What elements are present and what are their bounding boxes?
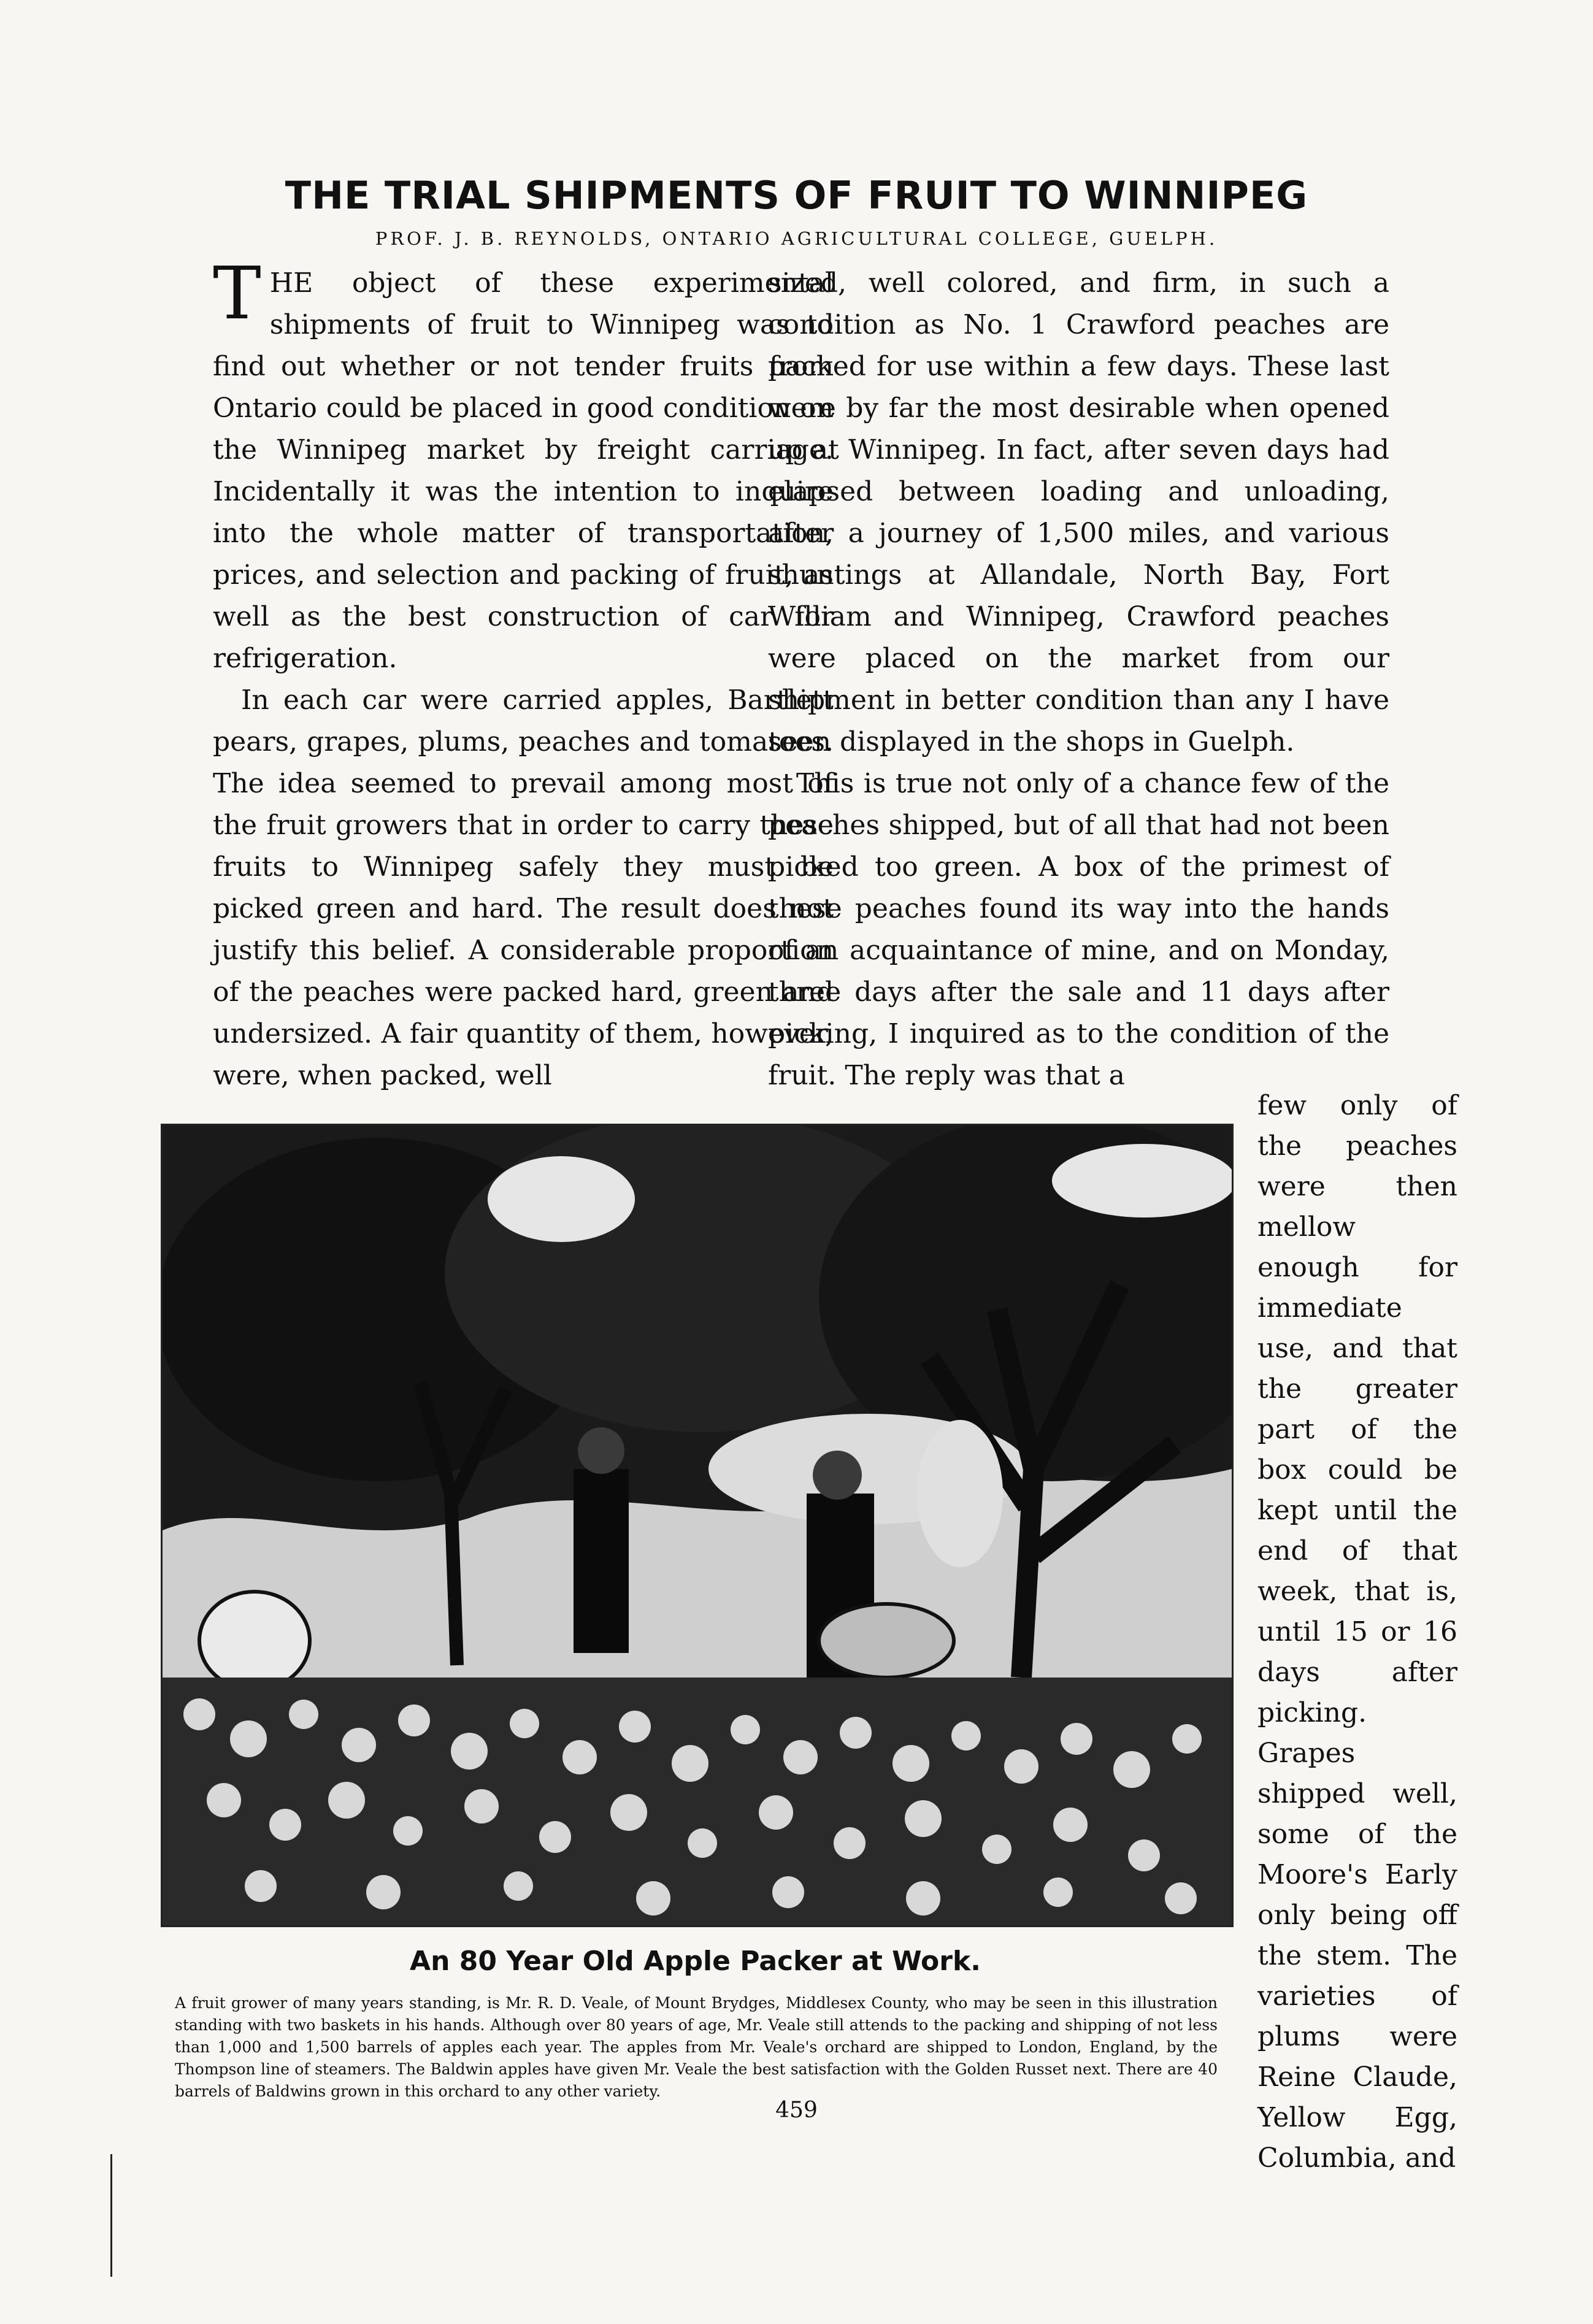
paragraph-5: few only of the peaches were then mellow enough for immediate use, and that the greater part of the box could be kept until the end of that week, that is, until 15 or 16 days after picking. Grapes shipped well, some of the Moore's Early only being off the stem. The varieties of plums were Reine Claude, Yellow Egg, Columbia, and — [1257, 1090, 1457, 2174]
paragraph-1-text: HE object of these experimental shipments of fruit to Winnipeg was to find out whether or not tender fruits from Ontario could be placed in good condition on the Winnipeg market by freight carriage. Incidentally it was the intention to inquire into the whole matter of transportation, prices, and selection and packing of fruit, as well as the best construction of car for refrigeration. — [213, 267, 834, 674]
paragraph-1 — [213, 251, 834, 680]
left-column — [213, 251, 834, 1097]
article-byline: PROF. J. B. REYNOLDS, ONTARIO AGRICULTURAL COLLEGE, GUELPH. — [375, 228, 1218, 249]
right-column — [768, 263, 1389, 1097]
scan-edge-mark — [110, 2154, 112, 2277]
paragraph-3: sized, well colored, and firm, in such a condition as No. 1 Crawford peaches are packed for use within a few days. These last were by far the most desirable when opened up at Winnipeg. In fact, after seven days had elapsed between loading and unloading, after a journey of 1,500 miles, and various shuntings at Allandale, North Bay, Fort William and Winnipeg, Crawford peaches were placed on the market from our shipment in better condition than any I have seen displayed in the shops in Guelph. — [768, 267, 1389, 757]
figure-caption-body: A fruit grower of many years standing, is Mr. R. D. Veale, of Mount Brydges, Middlesex County, who may be seen in this illustration standing with two baskets in his hands. Although over 80 years of age, Mr. Veale still attends to the packing and shipping of not less than 1,000 and 1,500 barrels of apples each year. The apples from Mr. Veale's orchard are shipped to London, England, by the Thompson line of steamers. The Baldwin apples have given Mr. Veale the best satisfaction with the Golden Russet next. There are 40 barrels of Baldwins grown in this orchard to any other variety. — [175, 1994, 1218, 2100]
sidebar-column — [1257, 1086, 1457, 2179]
orchard-photo-image — [163, 1126, 1232, 1925]
paragraph-4: This is true not only of a chance few of the peaches shipped, but of all that had not been picked too green. A box of the primest of these peaches found its way into the hands of an acquaintance of mine, and on Monday, three days after the sale and 11 days after picking, I inquired as to the condition of the fruit. The reply was that a — [768, 768, 1389, 1091]
paragraph-2: In each car were carried apples, Bartlett pears, grapes, plums, peaches and tomatoes. The idea seemed to prevail among most of the fruit growers that in order to carry these fruits to Winnipeg safely they must be picked green and hard. The result does not justify this belief. A considerable proportion of the peaches were packed hard, green and undersized. A fair quantity of them, however, were, when packed, well — [213, 685, 834, 1091]
orchard-photo — [161, 1124, 1234, 1927]
page-number: 459 — [775, 2098, 818, 2123]
figure-caption-title: An 80 Year Old Apple Packer at Work. — [410, 1946, 981, 1977]
drop-cap: T — [213, 251, 261, 336]
article-title: THE TRIAL SHIPMENTS OF FRUIT TO WINNIPEG — [285, 173, 1308, 218]
